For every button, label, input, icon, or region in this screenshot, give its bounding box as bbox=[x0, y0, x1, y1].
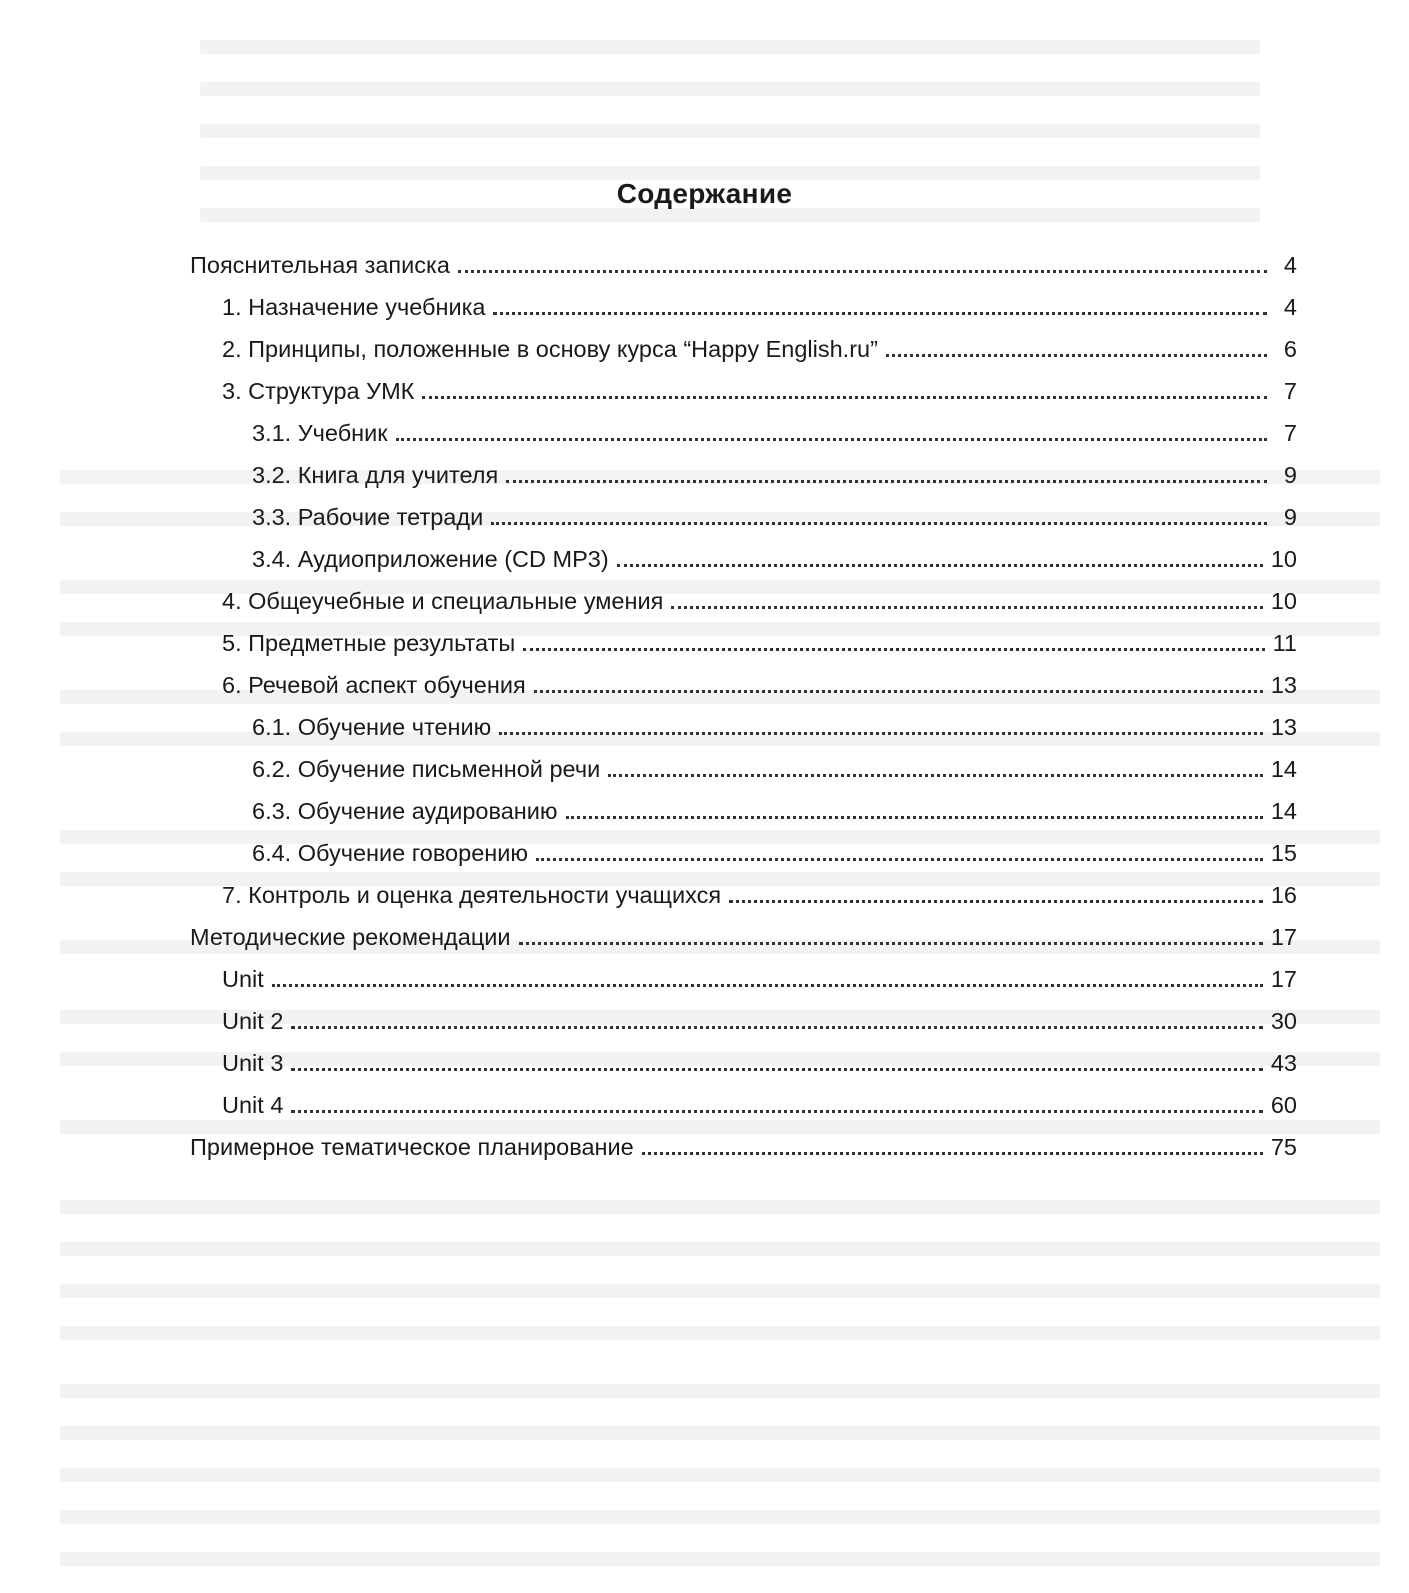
toc-entry-page-number: 16 bbox=[1270, 882, 1297, 908]
toc-entry bbox=[190, 448, 1297, 490]
toc-entry-label: 3. Структура УМК bbox=[222, 378, 415, 404]
toc-entry-label: Unit 4 bbox=[222, 1092, 284, 1118]
dot-leader bbox=[506, 479, 1267, 483]
dot-leader bbox=[458, 269, 1267, 273]
toc-entry bbox=[190, 574, 1297, 616]
toc-entry bbox=[190, 364, 1297, 406]
toc-entry-page-number: 6 bbox=[1283, 336, 1297, 362]
dot-leader bbox=[534, 689, 1263, 693]
toc-entry bbox=[190, 1036, 1297, 1078]
toc-entry-label: 3.1. Учебник bbox=[252, 420, 388, 446]
toc-entry-label: Методические рекомендации bbox=[190, 924, 511, 950]
toc-entry-page-number: 4 bbox=[1283, 294, 1297, 320]
toc-entry bbox=[190, 784, 1297, 826]
toc-entry-page-number: 9 bbox=[1283, 462, 1297, 488]
toc-entry bbox=[190, 868, 1297, 910]
toc-entry-page-number: 15 bbox=[1270, 840, 1297, 866]
page-title: Содержание bbox=[616, 178, 793, 209]
toc-entry-page-number: 13 bbox=[1270, 714, 1297, 740]
toc-entry-label: Примерное тематическое планирование bbox=[190, 1134, 634, 1160]
dot-leader bbox=[491, 521, 1267, 525]
toc-entry bbox=[190, 406, 1297, 448]
toc-entry-page-number: 9 bbox=[1283, 504, 1297, 530]
toc-entry-label: Unit 2 bbox=[222, 1008, 284, 1034]
toc-entry bbox=[190, 658, 1297, 700]
toc-entry-label: 5. Предметные результаты bbox=[222, 630, 516, 656]
toc-entry-label: Unit bbox=[222, 966, 264, 992]
toc-entry-page-number: 7 bbox=[1283, 420, 1297, 446]
toc-entry bbox=[190, 1120, 1297, 1162]
toc-entry-label: 6. Речевой аспект обучения bbox=[222, 672, 526, 698]
dot-leader bbox=[396, 437, 1267, 441]
dot-leader bbox=[566, 815, 1263, 819]
toc-entry-page-number: 17 bbox=[1270, 924, 1297, 950]
toc-entry-label: 3.4. Аудиоприложение (CD MP3) bbox=[252, 546, 609, 572]
toc-entry-page-number: 75 bbox=[1270, 1134, 1297, 1160]
toc-entry-page-number: 14 bbox=[1270, 798, 1297, 824]
toc-entry bbox=[190, 238, 1297, 280]
toc-entry-page-number: 17 bbox=[1270, 966, 1297, 992]
toc-entry-label: 3.2. Книга для учителя bbox=[252, 462, 499, 488]
dot-leader bbox=[608, 773, 1263, 777]
dot-leader bbox=[729, 899, 1263, 903]
dot-leader bbox=[523, 647, 1264, 651]
toc-entry bbox=[190, 532, 1297, 574]
dot-leader bbox=[493, 311, 1267, 315]
toc-entry-page-number: 14 bbox=[1270, 756, 1297, 782]
dot-leader bbox=[519, 941, 1263, 945]
dot-leader bbox=[422, 395, 1267, 399]
toc-entry bbox=[190, 616, 1297, 658]
dot-leader bbox=[499, 731, 1263, 735]
toc-entry-page-number: 13 bbox=[1270, 672, 1297, 698]
toc-entry-page-number: 10 bbox=[1270, 546, 1297, 572]
dot-leader bbox=[291, 1067, 1262, 1071]
dot-leader bbox=[886, 353, 1267, 357]
table-of-contents bbox=[190, 238, 1297, 1162]
dot-leader bbox=[272, 983, 1263, 987]
toc-entry-label: 1. Назначение учебника bbox=[222, 294, 486, 320]
dot-leader bbox=[291, 1109, 1262, 1113]
dot-leader bbox=[671, 605, 1263, 609]
toc-entry-label: 6.2. Обучение письменной речи bbox=[252, 756, 601, 782]
toc-entry-label: 6.1. Обучение чтению bbox=[252, 714, 492, 740]
toc-entry bbox=[190, 826, 1297, 868]
dot-leader bbox=[536, 857, 1263, 861]
toc-entry bbox=[190, 1078, 1297, 1120]
toc-entry-page-number: 7 bbox=[1283, 378, 1297, 404]
toc-entry bbox=[190, 952, 1297, 994]
toc-entry-page-number: 43 bbox=[1270, 1050, 1297, 1076]
toc-entry bbox=[190, 322, 1297, 364]
toc-entry-page-number: 4 bbox=[1283, 252, 1297, 278]
toc-entry bbox=[190, 910, 1297, 952]
toc-entry-label: Пояснительная записка bbox=[190, 252, 450, 278]
toc-entry-label: Unit 3 bbox=[222, 1050, 284, 1076]
toc-entry-label: 2. Принципы, положенные в основу курса “Happy English.ru” bbox=[222, 336, 878, 362]
toc-entry-page-number: 11 bbox=[1272, 630, 1297, 656]
toc-entry-label: 3.3. Рабочие тетради bbox=[252, 504, 484, 530]
toc-entry-label: 7. Контроль и оценка деятельности учащихся bbox=[222, 882, 722, 908]
toc-entry-label: 4. Общеучебные и специальные умения bbox=[222, 588, 664, 614]
toc-entry-page-number: 10 bbox=[1270, 588, 1297, 614]
toc-entry-page-number: 30 bbox=[1270, 1008, 1297, 1034]
toc-entry bbox=[190, 280, 1297, 322]
toc-entry bbox=[190, 490, 1297, 532]
toc-entry bbox=[190, 700, 1297, 742]
toc-entry-label: 6.3. Обучение аудированию bbox=[252, 798, 558, 824]
toc-entry-label: 6.4. Обучение говорению bbox=[252, 840, 528, 866]
dot-leader bbox=[642, 1151, 1263, 1155]
dot-leader bbox=[291, 1025, 1262, 1029]
toc-entry bbox=[190, 994, 1297, 1036]
toc-entry bbox=[190, 742, 1297, 784]
toc-entry-page-number: 60 bbox=[1270, 1092, 1297, 1118]
dot-leader bbox=[617, 563, 1263, 567]
